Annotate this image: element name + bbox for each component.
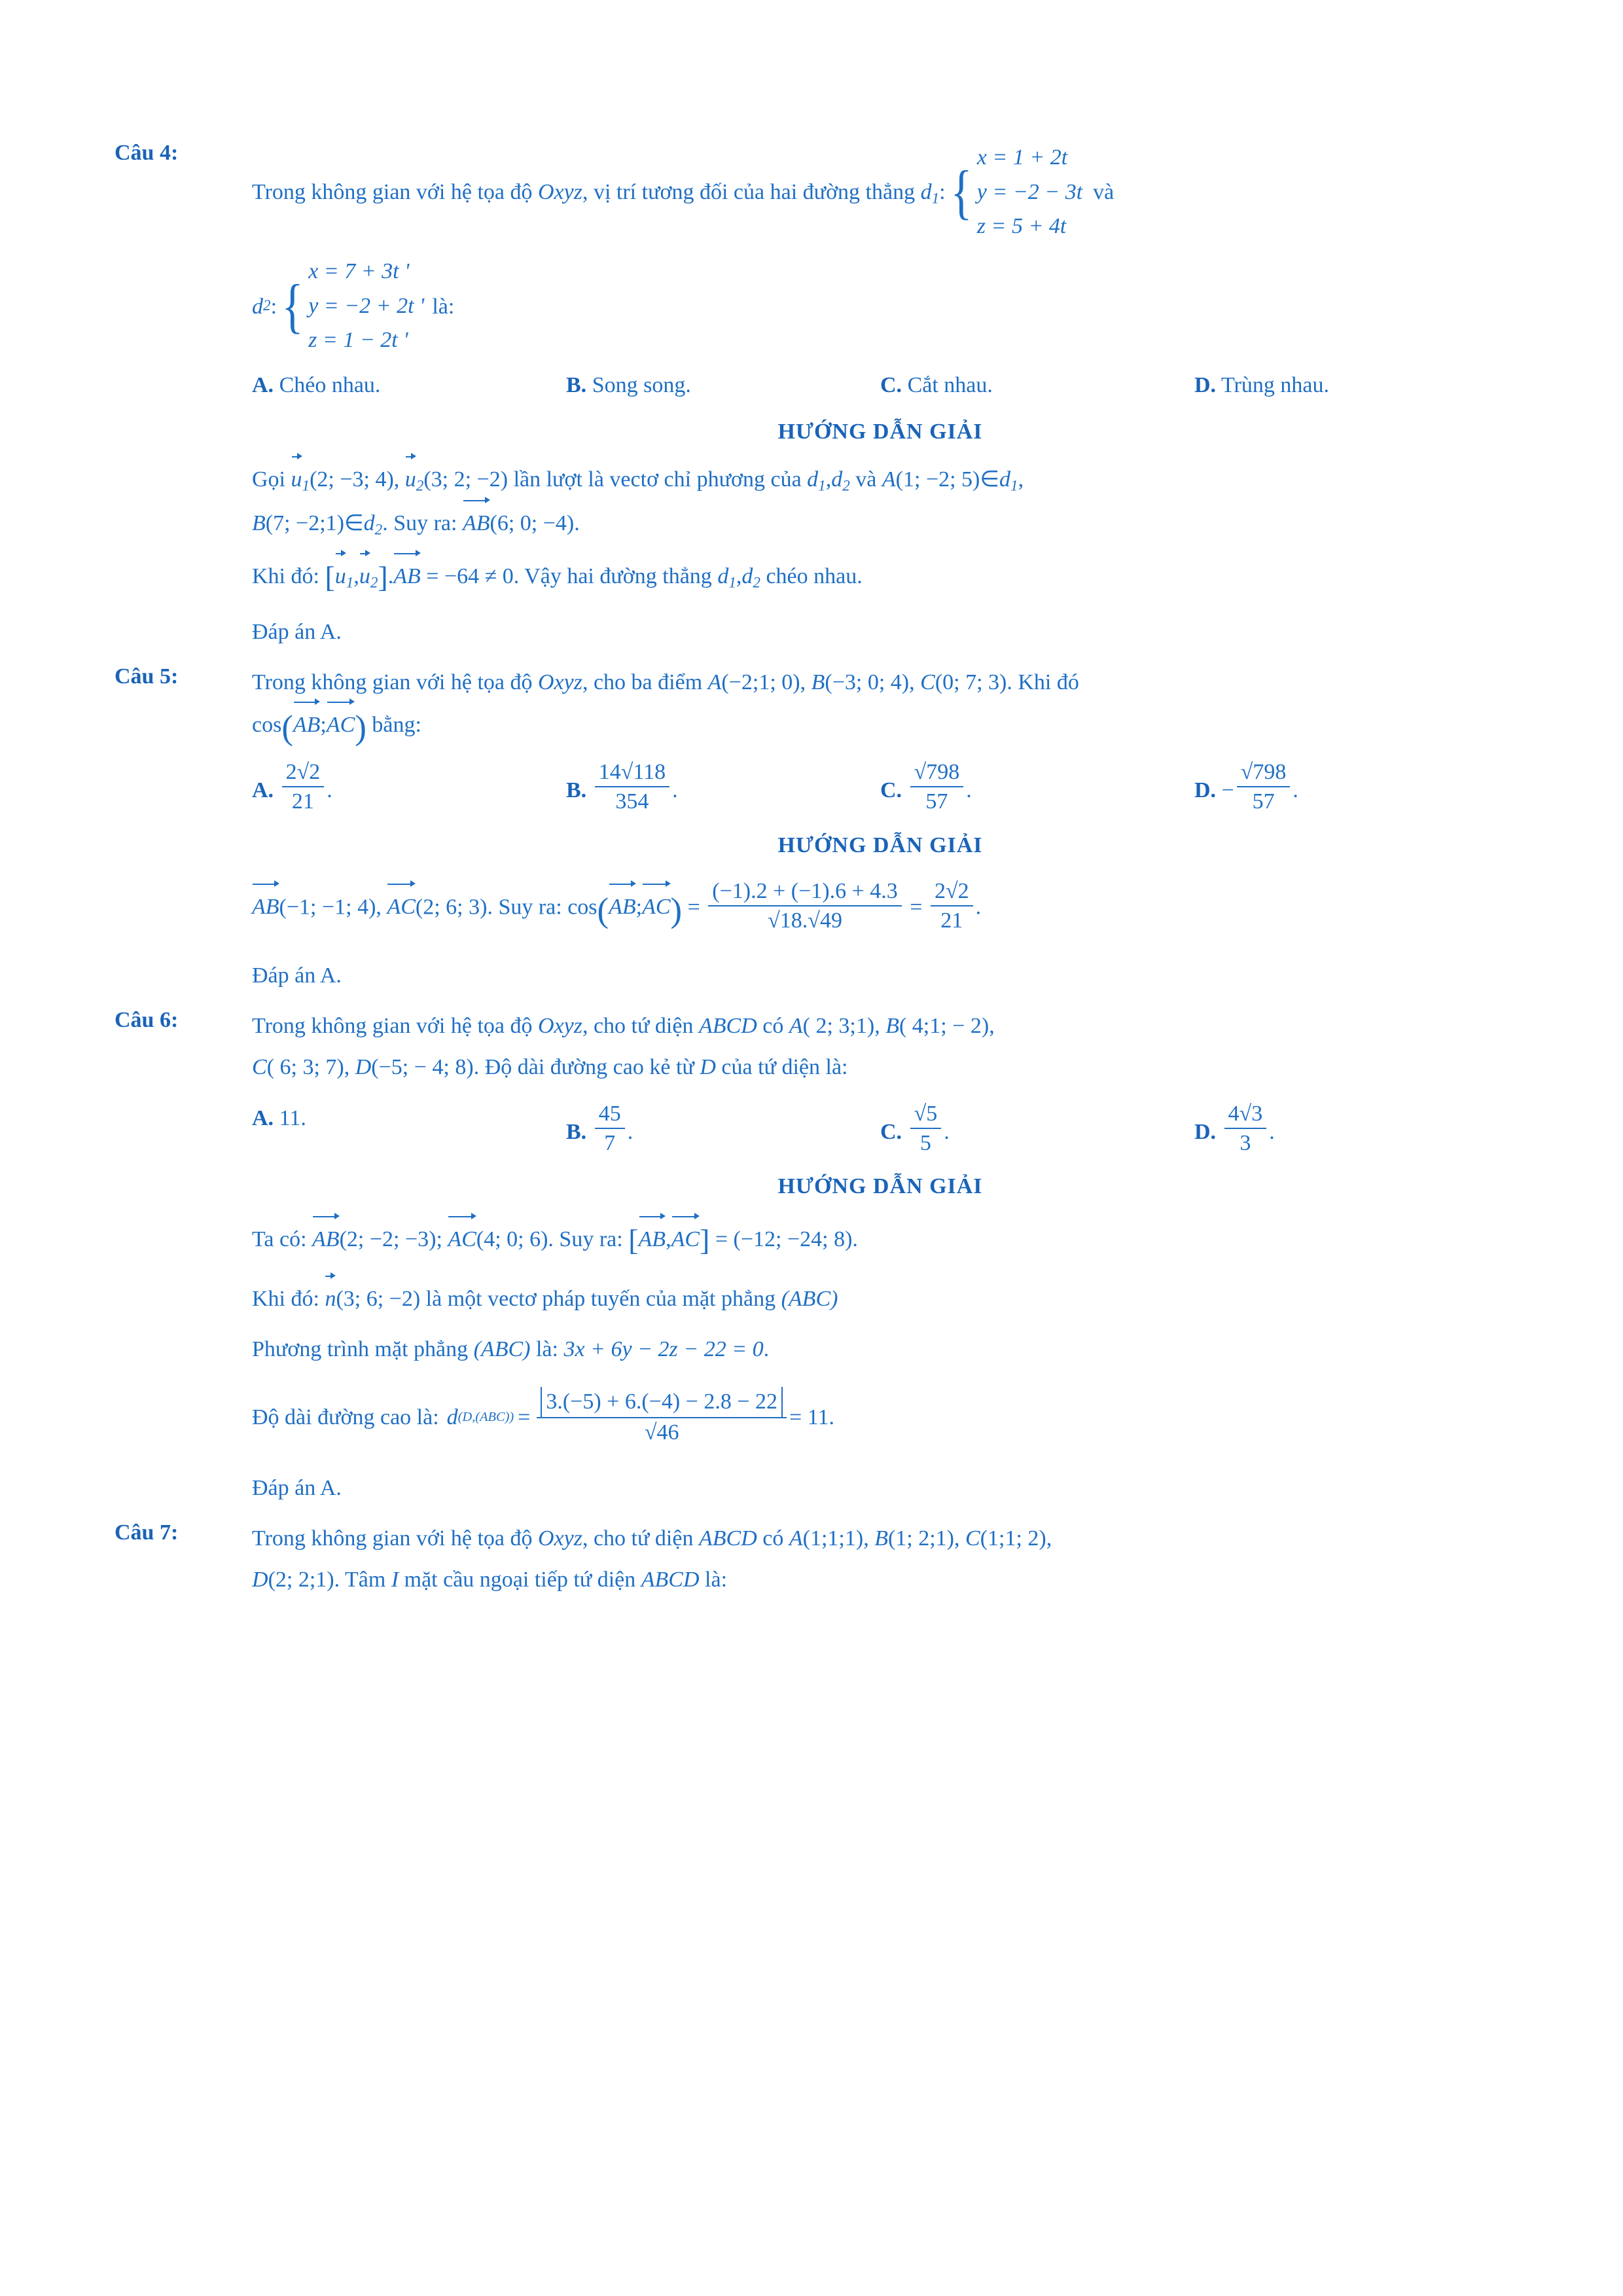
equation-value: = −64 ≠ 0 <box>426 564 514 589</box>
semicolon: ; <box>320 712 327 737</box>
vector-arrow-icon <box>293 698 321 706</box>
sqrt49: √49 <box>808 908 842 933</box>
stem-text: mặt cầu ngoại tiếp tứ diện <box>404 1567 636 1592</box>
vector-arrow-icon <box>387 880 415 888</box>
cau5-dapan: Đáp án A. <box>252 963 342 988</box>
point-B: B <box>252 511 266 536</box>
vector-arrow-icon <box>312 1212 340 1220</box>
vector-arrow-icon <box>609 880 636 888</box>
cau5-option-b[interactable] <box>566 759 880 817</box>
option-value: 11 <box>279 1105 301 1130</box>
cau4-d1-system <box>947 141 1083 244</box>
cau4-stem-part1: Trong không gian với hệ tọa độ <box>252 179 533 204</box>
point-C: C <box>252 1055 267 1080</box>
equals: = <box>518 1405 531 1429</box>
period: . <box>300 1105 306 1130</box>
cau4-d1-name: d <box>920 179 932 204</box>
cau4-solution-line3 <box>252 553 1508 602</box>
vector-arrow-icon <box>393 549 421 557</box>
period: . <box>975 895 982 919</box>
sub-1: 1 <box>728 574 736 592</box>
option-denominator: 21 <box>291 789 314 814</box>
cau4-option-b[interactable] <box>566 367 880 403</box>
cau7-stem-line1 <box>252 1520 1508 1556</box>
d1: d <box>807 467 819 492</box>
point-D: D <box>252 1567 268 1592</box>
question-body-cau7 <box>252 1520 1508 1598</box>
option-letter: B. <box>566 1119 587 1144</box>
B-coords: (1; 2;1) <box>887 1526 955 1551</box>
point-B: B <box>811 670 825 694</box>
A-coords: (−2;1; 0) <box>721 670 800 694</box>
cau4-option-c[interactable] <box>880 367 1194 403</box>
minus-sign: − <box>1221 778 1234 802</box>
cau6-stem-line2 <box>252 1049 1508 1085</box>
comma: , <box>863 1526 869 1551</box>
bracket-open: [ <box>628 1223 639 1257</box>
tetrahedron-ABCD: ABCD <box>698 1014 757 1039</box>
cau4-option-a[interactable] <box>252 367 566 403</box>
vector-arrow-icon <box>359 549 370 557</box>
AC-coords: (2; 6; 3) <box>415 895 488 919</box>
vector-AC: AC <box>642 895 671 919</box>
tetrahedron-ABCD: ABCD <box>641 1567 700 1592</box>
cau6-dapan: Đáp án A. <box>252 1475 342 1500</box>
cau4-d1-eq2: y = −2 − 3t <box>976 179 1083 204</box>
cau4-d2-eq3: z = 1 − 2t ' <box>308 328 408 353</box>
cau6-option-c[interactable] <box>880 1100 1194 1158</box>
cau5-stem-line2 <box>252 706 1508 747</box>
AB-coords: (6; 0; −4) <box>490 511 575 536</box>
vector-AB: AB <box>609 895 636 919</box>
cau4-dapan: Đáp án A. <box>252 619 342 644</box>
option-letter: C. <box>880 373 902 398</box>
A-coords: (1;1;1) <box>802 1526 864 1551</box>
option-numerator: √798 <box>910 759 964 788</box>
A-coords: ( 2; 3;1) <box>802 1014 875 1039</box>
fraction-denominator: √46 <box>644 1420 679 1445</box>
stem-text: . Độ dài đường cao kẻ từ <box>473 1055 694 1080</box>
vector-arrow-icon <box>463 496 490 504</box>
B-coords: ( 4;1; − 2) <box>899 1014 990 1039</box>
stem-text: , cho ba điểm <box>582 670 703 694</box>
point-D: D <box>355 1055 372 1080</box>
C-coords: (0; 7; 3) <box>935 670 1007 694</box>
sub-2: 2 <box>416 477 424 495</box>
vector-arrow-icon <box>448 1212 476 1220</box>
cau5-option-d[interactable] <box>1194 759 1508 817</box>
period: . <box>327 778 332 802</box>
question-block-cau6 <box>115 1008 1508 1505</box>
cau6-solution-line3 <box>252 1331 1508 1367</box>
vector-AB: AB <box>312 1227 340 1252</box>
sol-text: Gọi <box>252 467 285 492</box>
sub-2: 2 <box>370 574 378 592</box>
period: . <box>1269 1119 1275 1144</box>
cau5-option-c[interactable] <box>880 759 1194 817</box>
option-letter: C. <box>880 1119 902 1144</box>
vector-AB: AB <box>638 1227 666 1252</box>
page-content <box>115 141 1508 1604</box>
AB-coords: (2; −2; −3); <box>339 1227 442 1252</box>
vector-AB: AB <box>293 712 321 737</box>
stem-text: của tứ diện là: <box>721 1055 848 1080</box>
period: . <box>852 1227 858 1252</box>
option-text: Trùng nhau. <box>1221 373 1329 398</box>
option-letter: A. <box>252 373 274 398</box>
option-letter: B. <box>566 778 587 802</box>
stem-text: . Tâm <box>334 1567 386 1592</box>
vector-arrow-icon <box>291 452 302 460</box>
cau4-d2-colon: : <box>270 294 277 319</box>
brace-icon: { <box>281 272 304 340</box>
comma: , <box>909 670 915 694</box>
cau4-solution-line2 <box>252 504 1508 543</box>
point-A: A <box>789 1014 803 1039</box>
question-label-cau5: Câu 5: <box>115 664 179 689</box>
fraction-numerator: 2√2 <box>931 878 973 907</box>
point-A: A <box>882 467 896 492</box>
cau4-solution-line1 <box>252 460 1508 499</box>
sol-text: . Suy ra: <box>382 511 457 536</box>
question-block-cau5 <box>115 664 1508 994</box>
oxyz: Oxyz <box>538 1014 582 1039</box>
sol-text: . Suy ra: <box>487 895 562 919</box>
period: . <box>1293 778 1298 802</box>
sol-text: . Vậy hai đường thẳng <box>513 564 712 589</box>
distance-subscript: (D,(ABC)) <box>457 1409 514 1424</box>
vector-arrow-icon <box>252 880 279 888</box>
brace-icon: { <box>950 158 972 226</box>
sol-text: . Suy ra: <box>548 1227 623 1252</box>
question-body-cau4 <box>252 141 1508 650</box>
option-text: Cắt nhau. <box>907 373 993 398</box>
question-block-cau4 <box>115 141 1508 650</box>
cau5-guide-heading: HƯỚNG DẪN GIẢI <box>777 833 983 857</box>
cau6-solution-line2 <box>252 1280 1508 1317</box>
A-coords: (1; −2; 5) <box>895 467 980 492</box>
cau5-options <box>252 759 1508 817</box>
option-letter: D. <box>1194 778 1217 802</box>
vector-arrow-icon <box>325 1272 336 1280</box>
cau6-option-a[interactable] <box>252 1100 566 1158</box>
cau6-guide-heading: HƯỚNG DẪN GIẢI <box>777 1174 983 1199</box>
option-text: Chéo nhau. <box>279 373 381 398</box>
cau6-solution-line4 <box>252 1387 1508 1448</box>
cos-label: cos <box>252 712 282 737</box>
vector-AC: AC <box>448 1227 476 1252</box>
sol-text: chéo nhau. <box>766 564 863 589</box>
period: . <box>966 778 972 802</box>
option-numerator: 45 <box>595 1100 625 1130</box>
comma: , <box>800 670 806 694</box>
bracket-close: ] <box>700 1223 710 1257</box>
vector-n: n <box>325 1286 336 1311</box>
d2: d <box>831 467 843 492</box>
period: . <box>829 1405 834 1429</box>
comma: , <box>666 1227 671 1252</box>
vector-AB: AB <box>393 564 421 589</box>
vector-arrow-icon <box>639 1212 666 1220</box>
cau6-options <box>252 1100 1508 1158</box>
question-label-cau6: Câu 6: <box>115 1008 179 1033</box>
fraction-numerator: (−1).2 + (−1).6 + 4.3 <box>708 878 902 907</box>
sub-1: 1 <box>1010 477 1018 495</box>
sub-2: 2 <box>374 521 383 539</box>
cau5-solution-line1 <box>252 878 1508 936</box>
option-denominator: 3 <box>1240 1131 1251 1155</box>
sol-text: Ta có: <box>252 1227 307 1252</box>
comma: , <box>353 564 359 589</box>
option-denominator: 57 <box>1252 789 1275 814</box>
sol-text: là một vectơ pháp tuyến của mặt phẳng <box>425 1286 776 1311</box>
option-numerator: 4√3 <box>1224 1100 1267 1130</box>
cau4-oxyz: Oxyz <box>538 179 582 204</box>
sub-1: 1 <box>346 574 354 592</box>
vector-AC: AC <box>326 712 355 737</box>
option-denominator: 354 <box>615 789 649 814</box>
element-of: ∈ <box>980 467 1000 492</box>
fraction-denominator: 21 <box>940 908 963 933</box>
center-I: I <box>391 1567 399 1592</box>
vector-arrow-icon <box>327 698 355 706</box>
question-body-cau5 <box>252 664 1508 994</box>
period: . <box>944 1119 950 1144</box>
stem-text: . Khi đó <box>1007 670 1079 694</box>
d2: d <box>363 511 375 536</box>
plane-ABC: (ABC) <box>781 1286 838 1311</box>
d1: d <box>999 467 1011 492</box>
option-text: Song song. <box>592 373 691 398</box>
point-B: B <box>885 1014 899 1039</box>
sol-text: là: <box>535 1336 558 1361</box>
cau4-d2-eq1: x = 7 + 3t ' <box>308 259 410 284</box>
equals: = <box>687 895 700 919</box>
option-letter: C. <box>880 778 902 802</box>
vector-u2: u <box>359 564 370 589</box>
option-numerator: √798 <box>1237 759 1291 788</box>
comma: , <box>989 1014 995 1039</box>
sol-text: và <box>855 467 877 492</box>
stem-text: có <box>762 1526 784 1551</box>
u2-coords: (3; 2; −2) <box>423 467 508 492</box>
sub-1: 1 <box>302 477 310 495</box>
cau4-option-d[interactable] <box>1194 367 1508 403</box>
option-denominator: 7 <box>604 1131 616 1155</box>
cau4-d2-sub: 2 <box>263 297 271 315</box>
fraction-numerator: 3.(−5) + 6.(−4) − 2.8 − 22 <box>541 1387 783 1418</box>
vector-arrow-icon <box>671 1212 700 1220</box>
cau4-d1-eq3: z = 5 + 4t <box>976 214 1067 239</box>
cau4-d1-sub: 1 <box>931 190 940 207</box>
stem-text: bằng: <box>372 712 421 737</box>
plane-equation: 3x + 6y − 2z − 22 = 0 <box>563 1336 764 1361</box>
cau6-option-d[interactable] <box>1194 1100 1508 1158</box>
cau4-d1-colon: : <box>939 179 946 204</box>
stem-text: Trong không gian với hệ tọa độ <box>252 1014 533 1039</box>
cau4-d2-name: d <box>252 294 263 319</box>
cau4-d1-eq1: x = 1 + 2t <box>976 145 1068 170</box>
equals: = <box>910 895 923 919</box>
comma: , <box>344 1055 350 1080</box>
option-letter: A. <box>252 1105 274 1130</box>
C-coords: (1;1; 2) <box>980 1526 1046 1551</box>
option-numerator: 2√2 <box>282 759 325 788</box>
vector-AB: AB <box>462 511 490 536</box>
point-A: A <box>789 1526 803 1551</box>
question-body-cau6 <box>252 1008 1508 1505</box>
semicolon: ; <box>635 895 643 919</box>
question-label-cau4: Câu 4: <box>115 141 179 165</box>
cau4-la-word: là: <box>432 294 455 319</box>
vector-u2: u <box>404 467 416 492</box>
stem-text: là: <box>705 1567 728 1592</box>
period: . <box>627 1119 633 1144</box>
option-numerator: √5 <box>910 1100 942 1130</box>
sqrt18: √18 <box>768 908 802 933</box>
stem-text: có <box>762 1014 784 1039</box>
sol-text: Khi đó: <box>252 1286 319 1311</box>
distance-d: d <box>446 1405 458 1429</box>
stem-text: , cho tứ diện <box>582 1526 694 1551</box>
D-coords: (2; 2;1) <box>268 1567 334 1592</box>
question-label-cau7: Câu 7: <box>115 1520 179 1545</box>
point-B: B <box>874 1526 888 1551</box>
cau6-option-b[interactable] <box>566 1100 880 1158</box>
point-A: A <box>707 670 722 694</box>
option-letter: D. <box>1194 373 1217 398</box>
cau5-option-a[interactable] <box>252 759 566 817</box>
vector-arrow-icon <box>405 452 416 460</box>
paren-open: ( <box>281 709 293 747</box>
sol-text: Độ dài đường cao là: <box>252 1405 439 1429</box>
sub-2: 2 <box>753 574 760 592</box>
point-C: C <box>920 670 935 694</box>
paren-close: ) <box>355 709 366 747</box>
option-letter: B. <box>566 373 587 398</box>
option-denominator: 57 <box>925 789 948 814</box>
D-coords: (−5; − 4; 8) <box>371 1055 474 1080</box>
cau4-d2-eq2: y = −2 + 2t ' <box>308 293 425 318</box>
vector-AC: AC <box>387 895 416 919</box>
cau5-stem-line1 <box>252 664 1508 700</box>
comma: , <box>874 1014 880 1039</box>
comma: , <box>1018 467 1024 492</box>
AB-coords: (−1; −1; 4), <box>279 895 382 919</box>
B-coords: (−3; 0; 4) <box>825 670 910 694</box>
option-letter: A. <box>252 778 274 802</box>
paren-close: ) <box>670 891 683 929</box>
u1-coords: (2; −3; 4), <box>310 467 400 492</box>
period: . <box>574 511 580 536</box>
plane-ABC: (ABC) <box>473 1336 531 1361</box>
n-coords: (3; 6; −2) <box>336 1286 421 1311</box>
period: . <box>763 1336 770 1361</box>
vector-AB: AB <box>252 895 279 919</box>
vector-AC: AC <box>671 1227 700 1252</box>
bracket-close: ] <box>378 560 388 594</box>
stem-text: Trong không gian với hệ tọa độ <box>252 1526 533 1551</box>
option-numerator: 14√118 <box>595 759 669 788</box>
point-D: D <box>700 1055 716 1080</box>
dot-product: . <box>387 564 394 589</box>
AC-coords: (4; 0; 6) <box>476 1227 548 1252</box>
sol-text: Phương trình mặt phẳng <box>252 1336 469 1361</box>
comma: , <box>736 564 742 589</box>
bracket-open: [ <box>325 560 335 594</box>
cau4-options <box>252 367 1508 403</box>
stem-text: Trong không gian với hệ tọa độ <box>252 670 533 694</box>
sub-2: 2 <box>842 477 850 495</box>
cos-label: cos <box>567 895 597 919</box>
cau4-d2-system <box>278 255 424 358</box>
C-coords: ( 6; 3; 7) <box>266 1055 344 1080</box>
vector-u1: u <box>334 564 346 589</box>
vector-arrow-icon <box>335 549 346 557</box>
cau6-solution-line1 <box>252 1216 1508 1265</box>
result-value: = 11 <box>789 1405 829 1429</box>
vector-arrow-icon <box>642 880 670 888</box>
vector-u1: u <box>291 467 302 492</box>
element-of: ∈ <box>344 511 364 536</box>
paren-open: ( <box>597 891 609 929</box>
comma: , <box>954 1526 960 1551</box>
comma: , <box>825 467 832 492</box>
dot: . <box>802 908 808 933</box>
cau6-stem-line1 <box>252 1008 1508 1044</box>
period: . <box>672 778 678 802</box>
tetrahedron-ABCD: ABCD <box>698 1526 757 1551</box>
question-block-cau7 <box>115 1520 1508 1598</box>
cau4-stem-line2 <box>252 255 1508 358</box>
cau4-stem-part2: , vị trí tương đối của hai đường thẳng <box>582 179 916 204</box>
stem-text: , cho tứ diện <box>582 1014 694 1039</box>
cau4-and-word: và <box>1093 180 1115 205</box>
oxyz: Oxyz <box>538 670 582 694</box>
comma: , <box>1046 1526 1052 1551</box>
oxyz: Oxyz <box>538 1526 582 1551</box>
cau7-stem-line2 <box>252 1562 1508 1598</box>
option-letter: D. <box>1194 1119 1217 1144</box>
option-denominator: 5 <box>919 1131 931 1155</box>
cross-product-value: = (−12; −24; 8) <box>715 1227 853 1252</box>
B-coords: (7; −2;1) <box>265 511 344 536</box>
sol-text: lần lượt là vectơ chỉ phương của <box>513 467 802 492</box>
point-C: C <box>965 1526 980 1551</box>
sub-1: 1 <box>818 477 826 495</box>
sol-text: Khi đó: <box>252 564 319 589</box>
cau4-guide-heading: HƯỚNG DẪN GIẢI <box>777 420 983 444</box>
cau4-stem-line1 <box>252 141 1508 244</box>
d2: d <box>741 564 753 589</box>
d1: d <box>717 564 729 589</box>
